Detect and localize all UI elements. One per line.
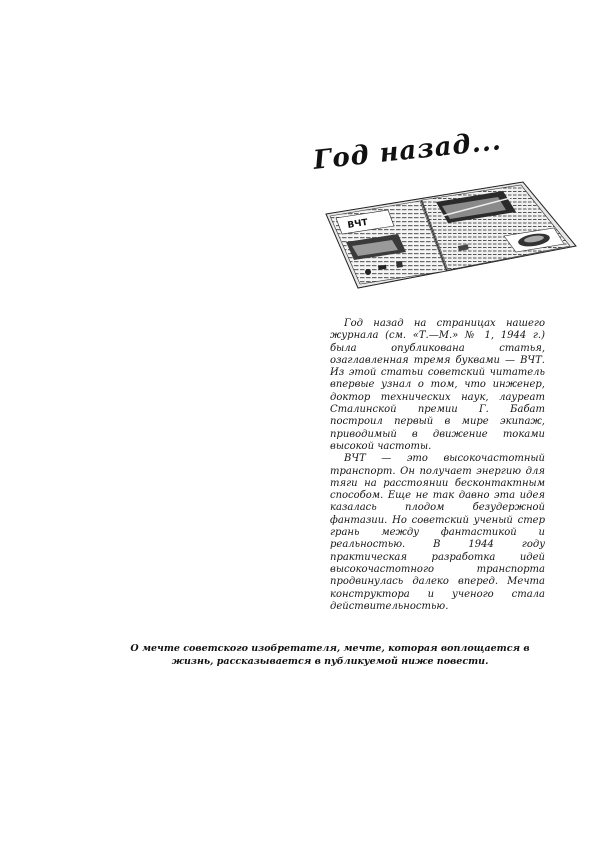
- article-body: [330, 318, 545, 613]
- magazine-spread-illustration: [318, 176, 578, 291]
- intro-note: О мечте советского изобретателя, мечте, которая воплощается в жизнь, рассказывается в публикуемой ниже повести.: [130, 643, 530, 667]
- heading-title: Год назад...: [312, 126, 504, 176]
- magazine-icon: [318, 176, 578, 291]
- page-mark: ВЧТ: [346, 217, 369, 231]
- article-paragraph: Год назад на страницах нашего журнала (см. «Т.—М.» № 1, 1944 г.) была опубликована статья, озаглавленная тремя буквами — ВЧТ. Из этой статьи советский читатель впервые узнал о том, что инженер, доктор технических наук, лауреат Сталинской премии Г. Бабат построил первый в мире экипаж, приводимый в движение токами высокой частоты.: [330, 318, 545, 452]
- article-paragraph: ВЧТ — это высокочастотный транспорт. Он получает энергию для тяги на расстоянии бесконтактным способом. Еще не так давно эта идея казалась плодом безудержной фантазии. Но советский ученый стер грань между фантастикой и реальностью. В 1944 году практическая разработка идей высокочастотного транспорта продвинулась далеко вперед. Мечта конструктора и ученого стала действительностью.: [330, 453, 545, 612]
